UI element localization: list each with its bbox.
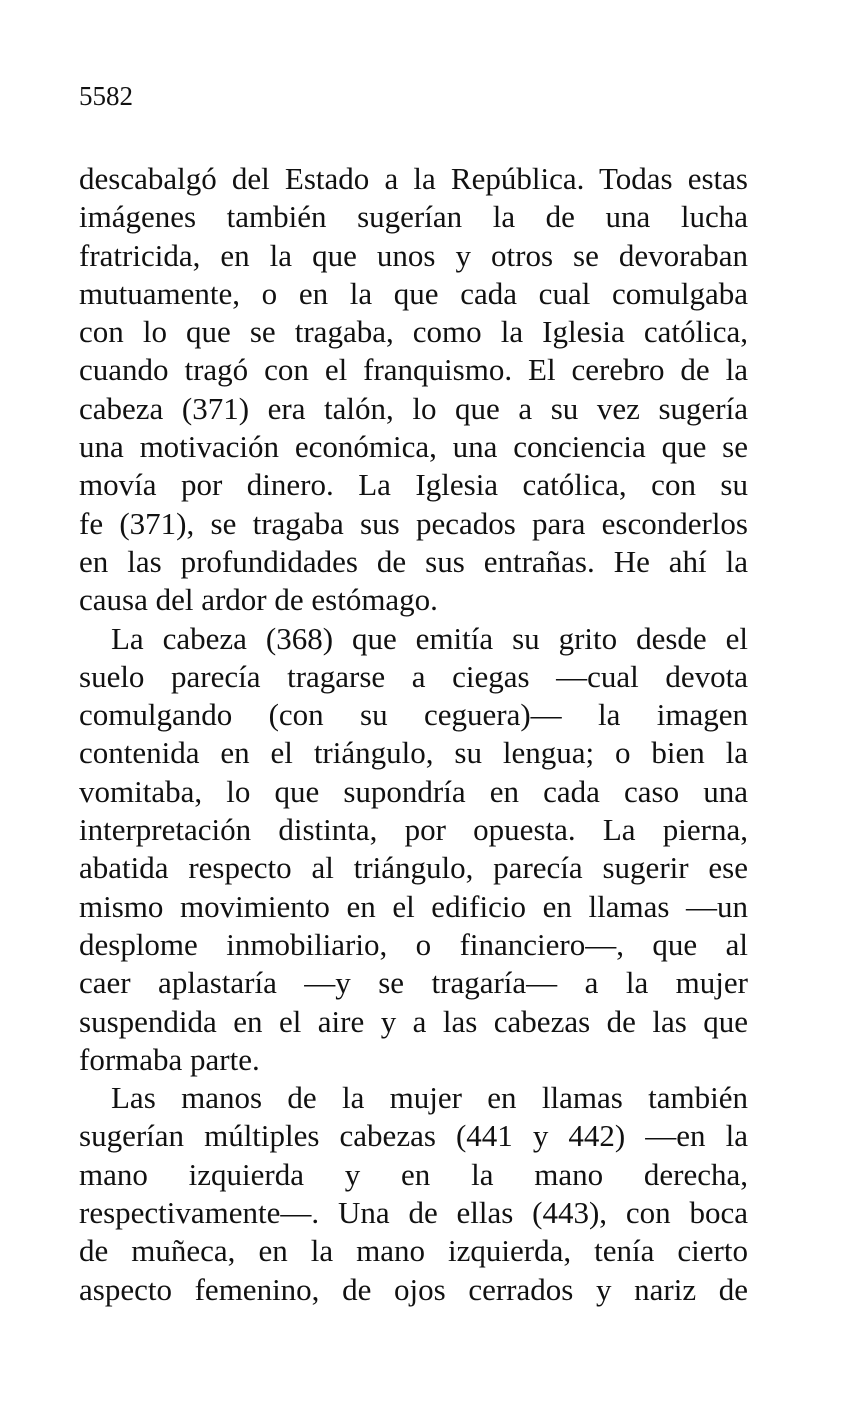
text-line: de muñeca, en la mano izquierda, tenía cierto: [79, 1233, 748, 1269]
text-line: caer aplastaría —y se tragaría— a la mujer: [79, 965, 748, 1001]
text-line: mutuamente, o en la que cada cual comulgaba: [79, 275, 748, 311]
text-line: formaba parte.: [79, 1041, 260, 1077]
paragraph-2: [79, 620, 748, 1080]
text-line: mismo movimiento en el edificio en llamas —un: [79, 888, 748, 924]
text-line: fe (371), se tragaba sus pecados para esconderlos: [79, 505, 748, 541]
paragraph-3: [79, 1079, 748, 1309]
text-line: imágenes también sugerían la de una lucha: [79, 199, 748, 235]
text-line: interpretación distinta, por opuesta. La pierna,: [79, 812, 748, 848]
text-line: sugerían múltiples cabezas (441 y 442) —en la: [79, 1118, 748, 1154]
text-line: en las profundidades de sus entrañas. He ahí la: [79, 543, 748, 579]
text-line: Las manos de la mujer en llamas también: [111, 1080, 748, 1116]
text-line: mano izquierda y en la mano derecha,: [79, 1156, 748, 1192]
text-line: comulgando (con su ceguera)— la imagen: [79, 697, 748, 733]
text-line: movía por dinero. La Iglesia católica, con su: [79, 467, 748, 503]
text-line: cuando tragó con el franquismo. El cerebro de la: [79, 352, 748, 388]
text-line: una motivación económica, una conciencia que se: [79, 429, 748, 465]
text-line: con lo que se tragaba, como la Iglesia católica,: [79, 314, 748, 350]
text-line: vomitaba, lo que supondría en cada caso una: [79, 773, 748, 809]
text-line: respectivamente—. Una de ellas (443), con boca: [79, 1195, 748, 1231]
page-number: 5582: [79, 81, 133, 111]
text-line: cabeza (371) era talón, lo que a su vez sugería: [79, 390, 748, 426]
text-line: contenida en el triángulo, su lengua; o bien la: [79, 735, 748, 771]
text-line: abatida respecto al triángulo, parecía sugerir ese: [79, 850, 748, 886]
paragraph-1: [79, 160, 748, 620]
body-text: [79, 160, 748, 1309]
text-line: fratricida, en la que unos y otros se devoraban: [79, 237, 748, 273]
text-line: suelo parecía tragarse a ciegas —cual devota: [79, 658, 748, 694]
text-line: desplome inmobiliario, o financiero—, que al: [79, 926, 748, 962]
text-line: La cabeza (368) que emitía su grito desde el: [111, 620, 748, 656]
text-line: aspecto femenino, de ojos cerrados y nariz de: [79, 1271, 748, 1307]
text-line: suspendida en el aire y a las cabezas de las que: [79, 1003, 748, 1039]
text-line: causa del ardor de estómago.: [79, 582, 438, 618]
text-line: descabalgó del Estado a la República. Todas estas: [79, 161, 748, 196]
